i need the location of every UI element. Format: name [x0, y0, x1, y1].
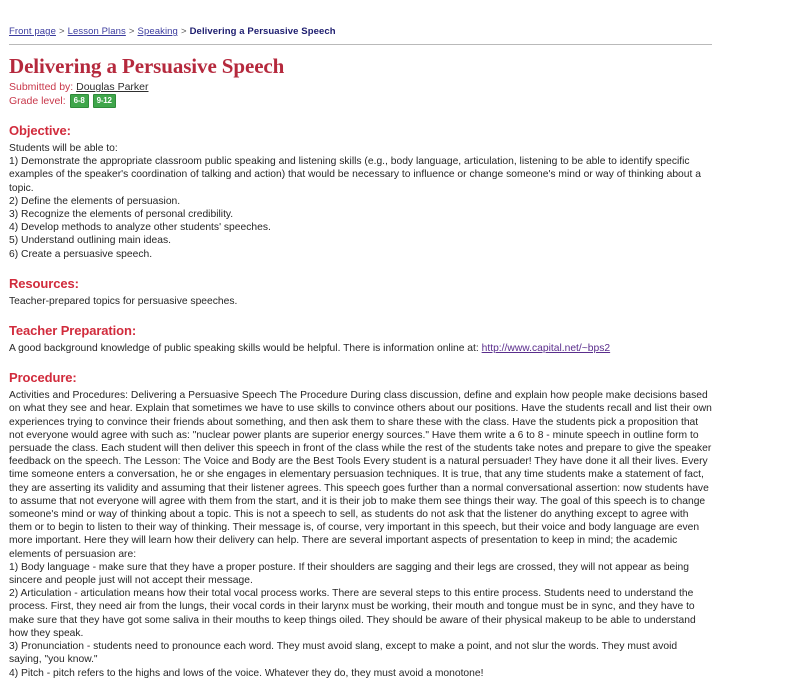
breadcrumb	[9, 26, 712, 38]
section-resources	[9, 276, 712, 308]
objective-intro: Students will be able to:	[9, 143, 118, 154]
teacher-preparation-heading: Teacher Preparation:	[9, 323, 137, 339]
breadcrumb-separator: >	[180, 26, 187, 37]
grade-badge-9-12[interactable]: 9-12	[93, 94, 116, 108]
breadcrumb-link-lesson-plans[interactable]: Lesson Plans	[67, 26, 126, 37]
procedure-item: 4) Pitch - pitch refers to the highs and lows of the voice. Whatever they do, they must avoid a monotone!	[9, 667, 484, 679]
section-objective	[9, 123, 712, 261]
objective-item: 4) Develop methods to analyze other students' speeches.	[9, 222, 271, 234]
procedure-heading: Procedure:	[9, 370, 77, 386]
external-resource-link[interactable]: http://www.capital.net/~bps2	[481, 343, 611, 355]
objective-item: 1) Demonstrate the appropriate classroom public speaking and listening skills (e.g., body language, articulation, listening to be able to identify specific examples of the speaker's coordination of talking and action) that would be necessary to influence or change someone's mind or way of thinking about a topic.	[9, 156, 701, 194]
teacher-preparation-text	[9, 342, 712, 355]
objective-content	[9, 142, 712, 261]
procedure-paragraph: Activities and Procedures: Delivering a Persuasive Speech The Procedure During class discussion, define and explain how people make decisions based on what they see and hear. Explain that sometimes we have to use skills to convince others about our positions. Have the students recall and list their own experiences trying to convince their friends about something, and then ask them to share these with the class. Have the students pick a proposition that not everyone would agree with such as: "nuclear power plants are superior energy sources." Have them write a 6 to 8 - minute speech in outline form to persuade the class. Each student will then deliver this speech in front of the class while the rest of the students take notes and prepare to give the speaker feedback on the speech. The Lesson: The Voice and Body are the Best Tools Every student is a natural persuader! They have done it all their lives. Every time someone enters a conversation, he or she engages in elementary persuasion techniques. It is true, that any time students make a statement of fact, they are asserting its validity and assuming that their listener agrees. This speech goes further than a normal conversational assertion: now students have to assume that not everyone will agree with them from the start, and it is their job to make them see things their way. The goal of this speech is to change someone's mind or way of thinking about a topic. This is not a speech to sell, as students do not ask that the listener do anything except to agree with them or to begin to listen to their way of thinking. Their message is, of course, very important in this speech, but their voice and body language are even more important. Here they will learn how their delivery can help. There are several important aspects of presentation to keep in mind; the academic elements of persuasion are:	[9, 390, 712, 560]
breadcrumb-separator: >	[128, 26, 135, 37]
objective-item: 2) Define the elements of persuasion.	[9, 195, 181, 207]
breadcrumb-separator: >	[58, 26, 65, 37]
grade-badge-6-8[interactable]: 6-8	[70, 94, 89, 108]
grade-level-line	[9, 94, 712, 108]
procedure-item: 3) Pronunciation - students need to pronounce each word. They must avoid slang, except to make a point, and not slur the words. They must avoid saying, "you know."	[9, 641, 678, 666]
breadcrumb-link-front-page[interactable]: Front page	[9, 26, 56, 37]
teacher-preparation-description: A good background knowledge of public speaking skills would be helpful. There is information online at:	[9, 343, 482, 355]
header-divider	[9, 44, 712, 45]
resources-text: Teacher-prepared topics for persuasive speeches.	[9, 295, 238, 307]
submitted-by-line	[9, 80, 712, 94]
objective-item: 6) Create a persuasive speech.	[9, 248, 153, 260]
section-teacher-preparation	[9, 323, 712, 355]
procedure-content	[9, 389, 712, 679]
objective-heading: Objective:	[9, 123, 71, 138]
author-link[interactable]: Douglas Parker	[76, 81, 149, 93]
objective-item: 3) Recognize the elements of personal credibility.	[9, 209, 234, 221]
breadcrumb-link-speaking[interactable]: Speaking	[137, 26, 178, 37]
breadcrumb-current-page: Delivering a Persuasive Speech	[189, 26, 336, 37]
section-procedure	[9, 370, 712, 679]
grade-level-label: Grade level:	[9, 95, 66, 107]
submitted-by-label: Submitted by:	[9, 81, 74, 93]
objective-item: 5) Understand outlining main ideas.	[9, 235, 171, 247]
procedure-item: 1) Body language - make sure that they have a proper posture. If their shoulders are sagging and their legs are crossed, they will not appear as being sincere and people just will not accept their message.	[9, 561, 689, 587]
page-title: Delivering a Persuasive Speech	[9, 54, 285, 78]
procedure-item: 2) Articulation - articulation means how their total vocal process works. There are several steps to this entire process. Students need to understand the process. First, they need air from the lungs, their vocal cords in their larynx must be working, their mouth and tongue must be in sync, and they have to make sure that they have got some saliva in their mouths to keep things oiled. They should be aware of their physical makeup to be able to understand how they speak.	[9, 588, 696, 639]
resources-heading: Resources:	[9, 275, 79, 291]
